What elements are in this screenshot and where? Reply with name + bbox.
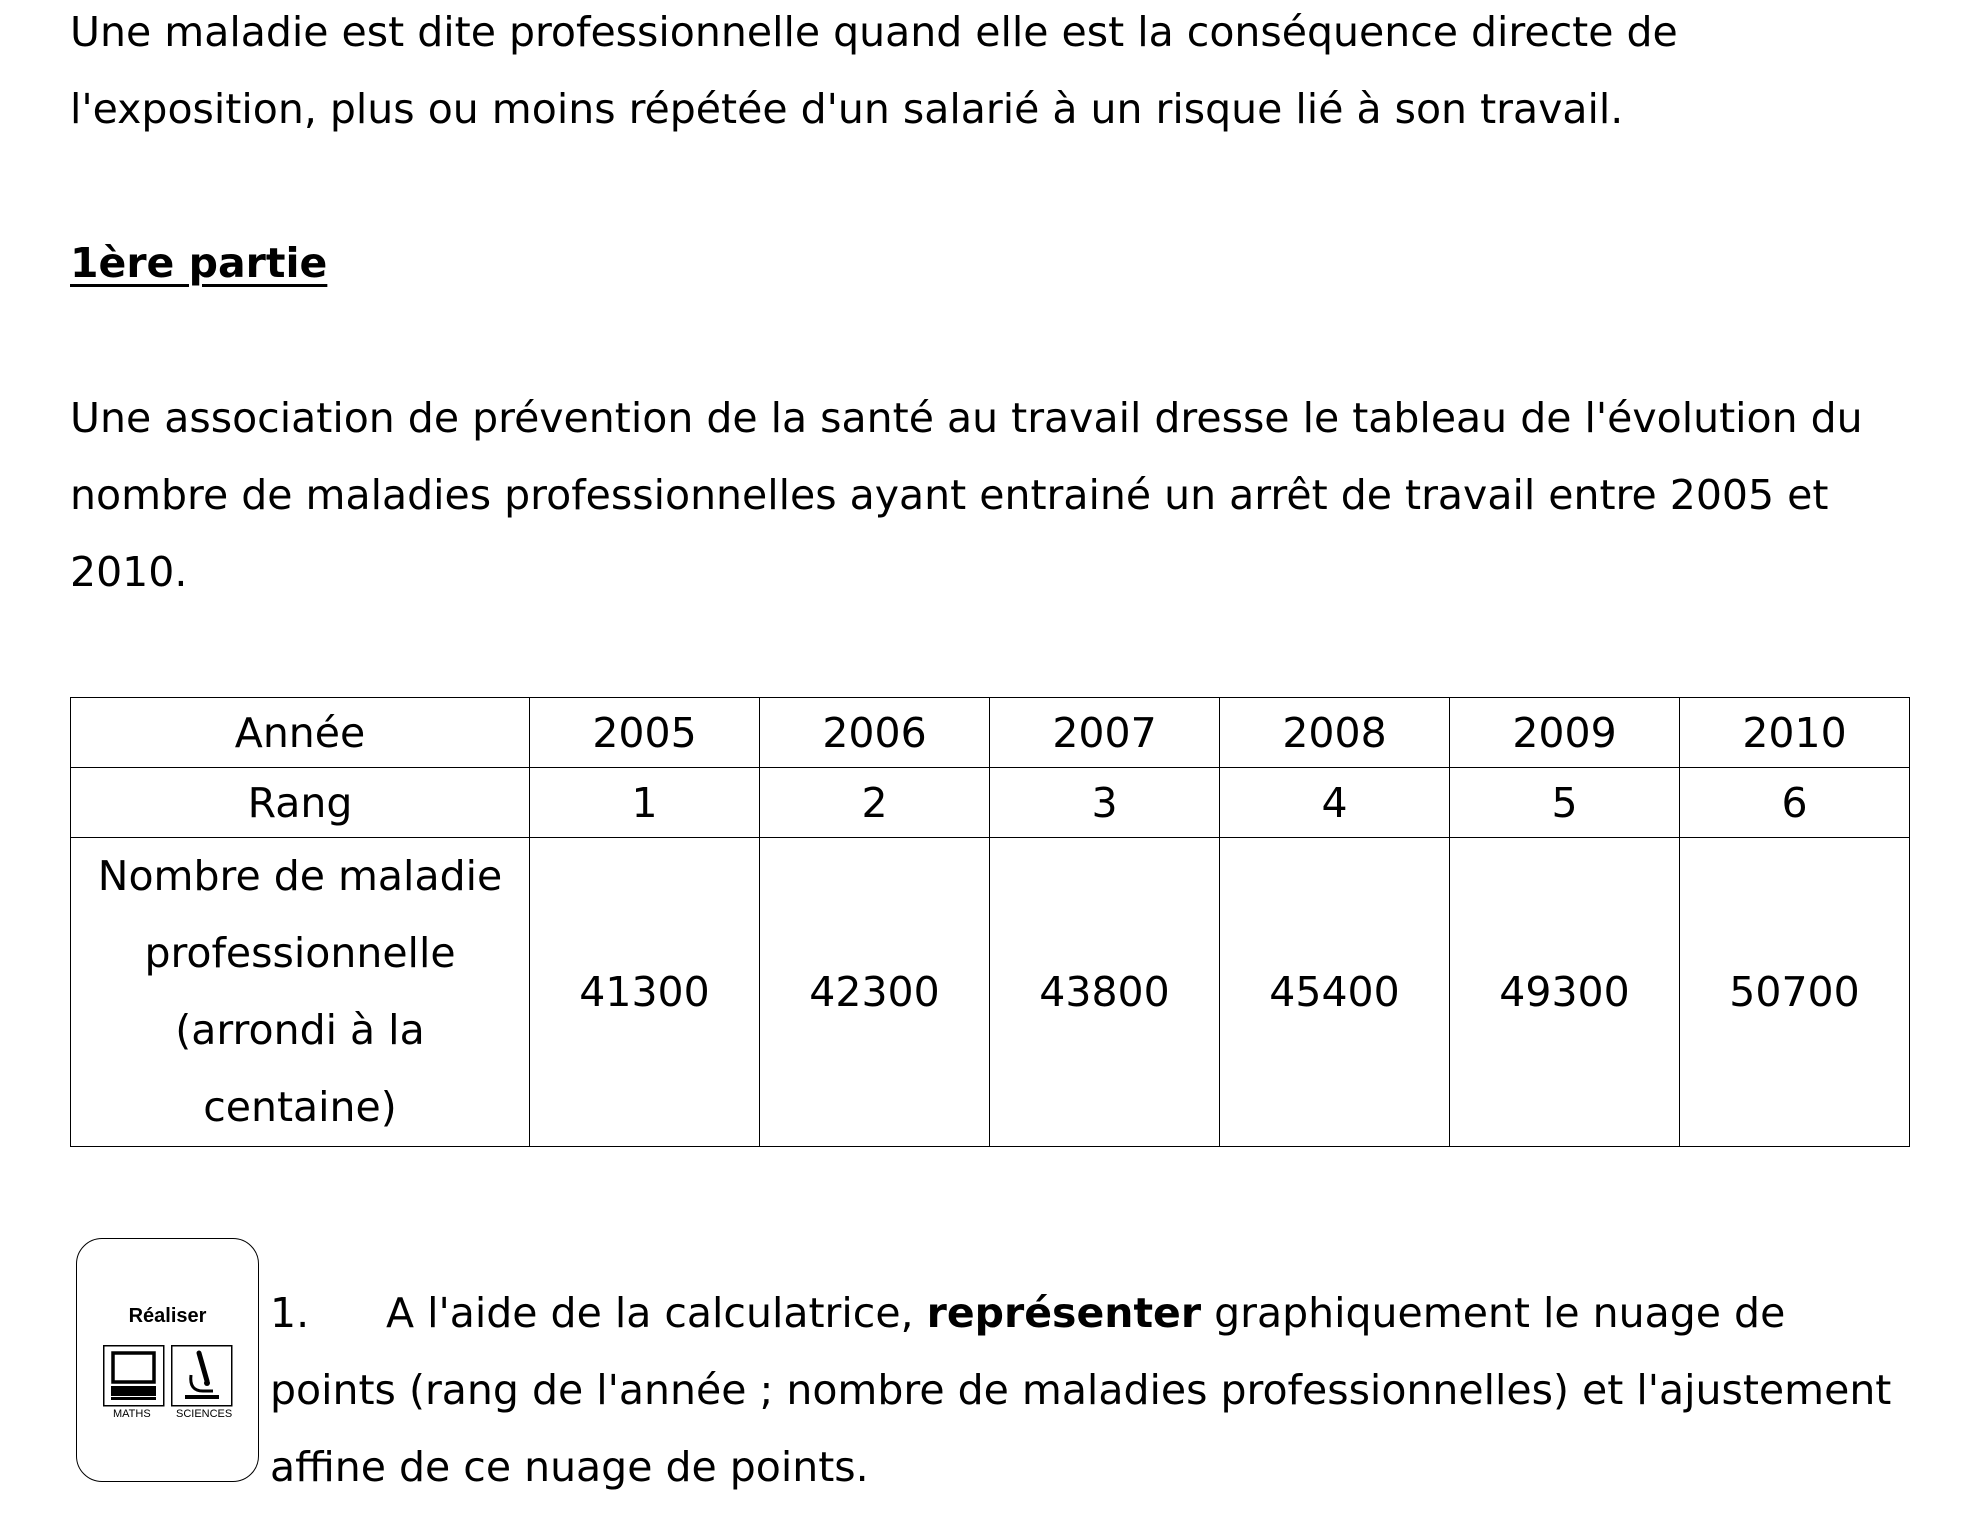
row-label-count bbox=[71, 838, 530, 1147]
question-text-after: graphiquement le nuage de points (rang de l'année ; nombre de maladies professionnelles) et l'ajustement affine de ce nuage de points. bbox=[270, 1289, 1892, 1491]
table-row-count bbox=[71, 838, 1910, 1147]
question-1 bbox=[270, 1275, 1920, 1506]
context-paragraph: Une association de prévention de la santé au travail dresse le tableau de l'évolution du nombre de maladies professionnelles ayant entrainé un arrêt de travail entre 2005 et 2010. bbox=[70, 394, 1863, 596]
count-cell: 50700 bbox=[1680, 838, 1910, 1147]
skill-caption-sciences: SCIENCES bbox=[176, 1408, 233, 1420]
disease-table bbox=[70, 697, 1910, 1147]
rank-cell: 6 bbox=[1680, 768, 1910, 838]
question-emphasis: représenter bbox=[926, 1289, 1202, 1337]
table-row-rank bbox=[71, 768, 1910, 838]
rank-cell: 5 bbox=[1450, 768, 1680, 838]
rank-cell: 4 bbox=[1220, 768, 1450, 838]
question-text-before: A l'aide de la calculatrice, bbox=[386, 1289, 927, 1337]
count-cell: 41300 bbox=[530, 838, 760, 1147]
count-cell: 42300 bbox=[760, 838, 990, 1147]
microscope-icon bbox=[172, 1346, 232, 1406]
row-label-year: Année bbox=[71, 698, 530, 768]
question-number: 1. bbox=[270, 1289, 310, 1337]
computer-icon bbox=[104, 1346, 164, 1406]
table-row-year bbox=[71, 698, 1910, 768]
year-cell: 2010 bbox=[1680, 698, 1910, 768]
rank-cell: 2 bbox=[760, 768, 990, 838]
year-cell: 2005 bbox=[530, 698, 760, 768]
skill-caption-maths: MATHS bbox=[113, 1408, 151, 1420]
year-cell: 2006 bbox=[760, 698, 990, 768]
rank-cell: 3 bbox=[990, 768, 1220, 838]
count-cell: 45400 bbox=[1220, 838, 1450, 1147]
row-label-count-text: Nombre de maladie professionnelle (arrondi à la centaine) bbox=[97, 852, 503, 1131]
row-label-rank: Rang bbox=[71, 768, 530, 838]
section-heading: 1ère partie bbox=[70, 239, 328, 287]
rank-cell: 1 bbox=[530, 768, 760, 838]
skill-badge bbox=[76, 1238, 259, 1482]
skill-label: Réaliser bbox=[128, 1305, 207, 1327]
count-cell: 49300 bbox=[1450, 838, 1680, 1147]
count-cell: 43800 bbox=[990, 838, 1220, 1147]
year-cell: 2008 bbox=[1220, 698, 1450, 768]
year-cell: 2009 bbox=[1450, 698, 1680, 768]
year-cell: 2007 bbox=[990, 698, 1220, 768]
intro-paragraph: Une maladie est dite professionnelle quand elle est la conséquence directe de l'exposition, plus ou moins répétée d'un salarié à un risque lié à son travail. bbox=[70, 8, 1678, 133]
skill-icons bbox=[103, 1345, 233, 1407]
